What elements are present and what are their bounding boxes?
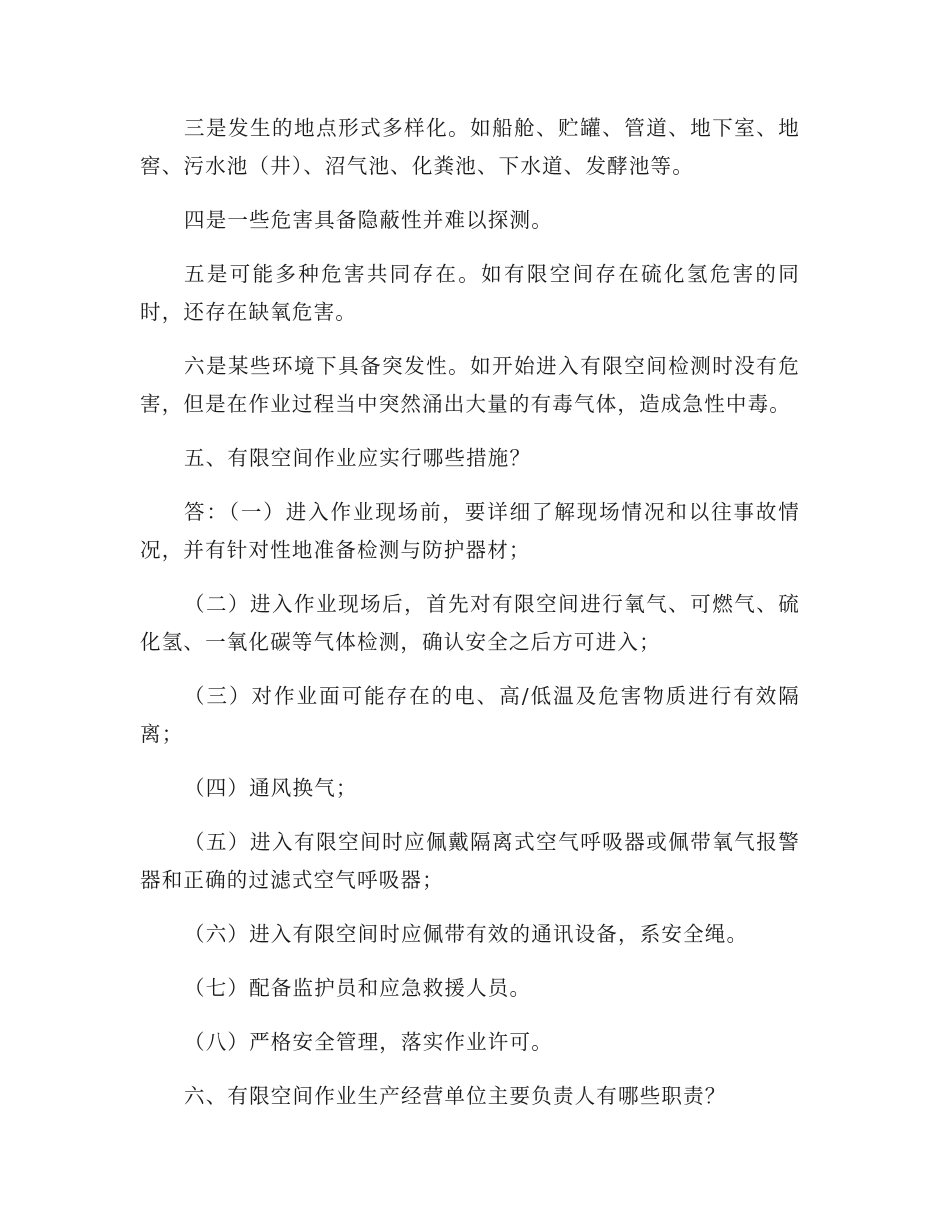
paragraph-suddenness: 六是某些环境下具备突发性。如开始进入有限空间检测时没有危害，但是在作业过程当中突然涌出大量的有毒气体，造成急性中毒。 — [140, 354, 800, 416]
document-body — [140, 109, 800, 1131]
paragraph-measure-1: 答：（一）进入作业现场前，要详细了解现场情况和以往事故情况，并有针对性地准备检测与防护器材； — [140, 500, 800, 562]
paragraph-location-diversity: 三是发生的地点形式多样化。如船舱、贮罐、管道、地下室、地窖、污水池（井）、沼气池、化粪池、下水道、发酵池等。 — [140, 116, 800, 178]
section-heading-measures: 五、有限空间作业应实行哪些措施？ — [184, 446, 532, 470]
paragraph-measure-5: （五）进入有限空间时应佩戴隔离式空气呼吸器或佩带氧气报警器和正确的过滤式空气呼吸器； — [140, 830, 800, 892]
paragraph-measure-8: （八）严格安全管理，落实作业许可。 — [184, 1030, 553, 1054]
section-heading-responsibilities: 六、有限空间作业生产经营单位主要负责人有哪些职责？ — [184, 1084, 727, 1108]
paragraph-measure-3: （三）对作业面可能存在的电、高/低温及危害物质进行有效隔离； — [140, 684, 800, 746]
paragraph-measure-6: （六）进入有限空间时应佩带有效的通讯设备，系安全绳。 — [184, 922, 749, 946]
paragraph-measure-2: （二）进入作业现场后，首先对有限空间进行氧气、可燃气、硫化氢、一氧化碳等气体检测，确认安全之后方可进入； — [140, 592, 800, 654]
paragraph-multiple-hazards: 五是可能多种危害共同存在。如有限空间存在硫化氢危害的同时，还存在缺氧危害。 — [140, 262, 800, 324]
paragraph-measure-4: （四）通风换气； — [184, 776, 358, 800]
paragraph-measure-7: （七）配备监护员和应急救援人员。 — [184, 976, 532, 1000]
paragraph-hidden-hazards: 四是一些危害具备隐蔽性并难以探测。 — [184, 208, 553, 232]
